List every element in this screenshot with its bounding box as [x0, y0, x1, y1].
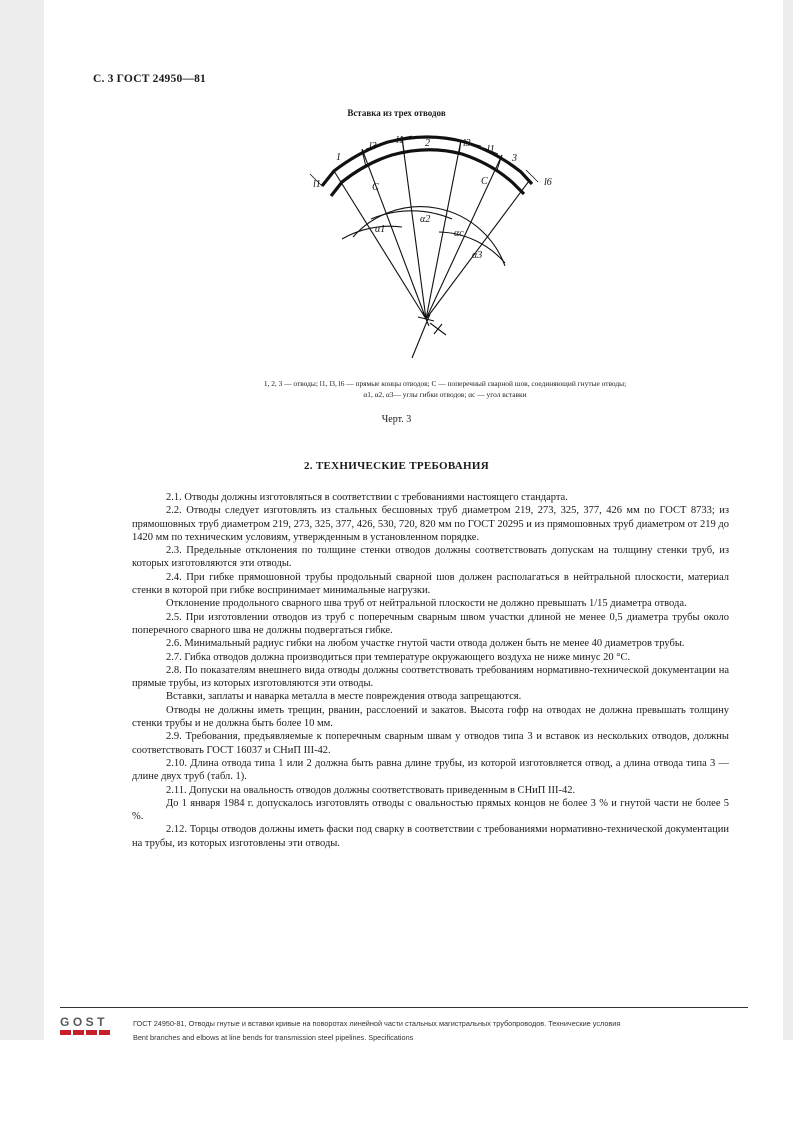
footer-title-ru: ГОСТ 24950-81, Отводы гнутые и вставки кривые на поворотах линейной части стальных магистральных трубопроводов. Технические условия: [133, 1019, 621, 1028]
paragraph: Отводы не должны иметь трещин, рванин, расслоений и закатов. Высота гофр на отводах не должна превышать толщину стенки трубы и не должна быть более 10 мм.: [132, 704, 729, 730]
paragraph: 2.4. При гибке прямошовной трубы продольный сварной шов должен располагаться в нейтральной плоскости, материал стенки в которой при гибке воспринимает минимальные нагрузки.: [132, 571, 729, 597]
paragraph: Вставки, заплаты и наварка металла в месте повреждения отвода запрещаются.: [166, 691, 522, 703]
paragraph: До 1 января 1984 г. допускалось изготовлять отводы с овальностью прямых концов не более 3 % и гнутой части не более 5 %.: [132, 797, 729, 823]
paragraph: 2.8. По показателям внешнего вида отводы должны соответствовать требованиям нормативно-технической документации на прямые трубы, из которых изготовляются эти отводы.: [132, 664, 729, 690]
paragraph: 2.5. При изготовлении отводов из труб с поперечным сварным швом участки длиной не менее 0,5 диаметра трубы около поперечного сварного шва не должны подвергаться гибке.: [132, 611, 729, 636]
paragraph: 2.6. Минимальный радиус гибки на любом участке гнутой части отвода должен быть не менее 40 диаметров трубы.: [166, 638, 685, 650]
paragraph: Отклонение продольного сварного шва труб от нейтральной плоскости не должно превышать 1/15 диаметра отвода.: [166, 598, 687, 610]
footer-divider: [60, 1007, 748, 1008]
figure-title: Вставка из трех отводов: [347, 108, 446, 118]
paragraph: 2.7. Гибка отводов должна производиться при температуре окружающего воздуха не ниже минус 20 °С.: [166, 651, 631, 663]
radial-line-1: [334, 171, 426, 319]
radial-line-5: [426, 155, 502, 319]
label-weld-right: C: [481, 176, 488, 187]
radial-line-2: [362, 149, 426, 319]
paragraph: 2.11. Допуски на овальность отводов должны соответствовать приведенным в СНиП III-42.: [166, 784, 576, 796]
pipe-inner-wall: [331, 150, 524, 196]
figure-legend-line-1: 1, 2, 3 — отводы; l1, l3, l6 — прямые концы отводов; C — поперечный сварной шов, соединяющий гнутые отводы;: [263, 379, 627, 388]
label-l3-left: l3: [369, 141, 377, 152]
label-l1-top: l1: [396, 135, 404, 146]
label-l1-right: l1: [487, 144, 495, 155]
label-l6: l6: [544, 177, 552, 188]
paragraph: 2.3. Предельные отклонения по толщине стенки отводов должны соответствовать допускам на толщину стенки труб, из которых изготовляются эти отводы.: [132, 545, 729, 570]
label-alpha-2: α2: [420, 214, 431, 225]
axis-line: [412, 314, 430, 358]
label-alpha-c: αc: [454, 228, 464, 239]
paragraph: 2.10. Длина отвода типа 1 или 2 должна быть равна длине трубы, из которой изготовляется отвод, а длина отвода типа 3 — длине двух труб (табл. 1).: [132, 757, 729, 783]
gost-logo: [60, 1016, 112, 1035]
figure-number: Черт. 3: [381, 414, 412, 425]
insert-drawing: [300, 124, 560, 364]
label-bend-2: 2: [425, 138, 430, 149]
requirements-text: [132, 491, 729, 850]
footer-title-en: Bent branches and elbows at line bends for transmission steel pipelines. Specifications: [133, 1033, 414, 1042]
label-weld-left: C: [372, 182, 379, 193]
page-header: С. 3 ГОСТ 24950—81: [93, 73, 206, 85]
gost-logo-bar: [60, 1030, 112, 1035]
label-bend-3: 3: [512, 153, 517, 164]
label-alpha-1: α1: [375, 224, 386, 235]
label-l3-right: l3: [463, 138, 471, 149]
gost-logo-text: GOST: [60, 1015, 109, 1029]
label-alpha-3: α3: [472, 250, 483, 261]
label-l1-left: l1: [313, 179, 321, 190]
radial-line-3: [402, 138, 426, 319]
figure-legend-line-2: α1, α2, α3— углы гибки отводов; αс — угол вставки: [363, 390, 527, 399]
left-page-margin: [0, 0, 44, 1040]
section-title: 2. ТЕХНИЧЕСКИЕ ТРЕБОВАНИЯ: [304, 460, 489, 472]
paragraph: 2.1. Отводы должны изготовляться в соответствии с требованиями настоящего стандарта.: [166, 492, 568, 503]
paragraph: 2.12. Торцы отводов должны иметь фаски под сварку в соответствии с требованиями нормативно-технической документации на трубы, из которых изготовлены эти отводы.: [132, 824, 729, 849]
label-bend-1: 1: [336, 152, 341, 163]
right-page-margin: [783, 0, 793, 1040]
paragraph: 2.9. Требования, предъявляемые к поперечным сварным швам у отводов типа 3 и вставок из нескольких отводов, должны соответствовать ГОСТ 16037 и СНиП III-42.: [132, 731, 729, 756]
paragraph: 2.2. Отводы следует изготовлять из стальных бесшовных труб диаметром 219, 273, 325, 377, 426 мм по ГОСТ 8733; из прямошовных труб диаметром 219, 273, 325, 377, 426, 530, 720, 820 мм по ГОСТ 20295 и из прямошовных труб диаметром от 219 до 1420 мм по техническим условиям, утвержденным в установленном порядке.: [132, 505, 729, 543]
